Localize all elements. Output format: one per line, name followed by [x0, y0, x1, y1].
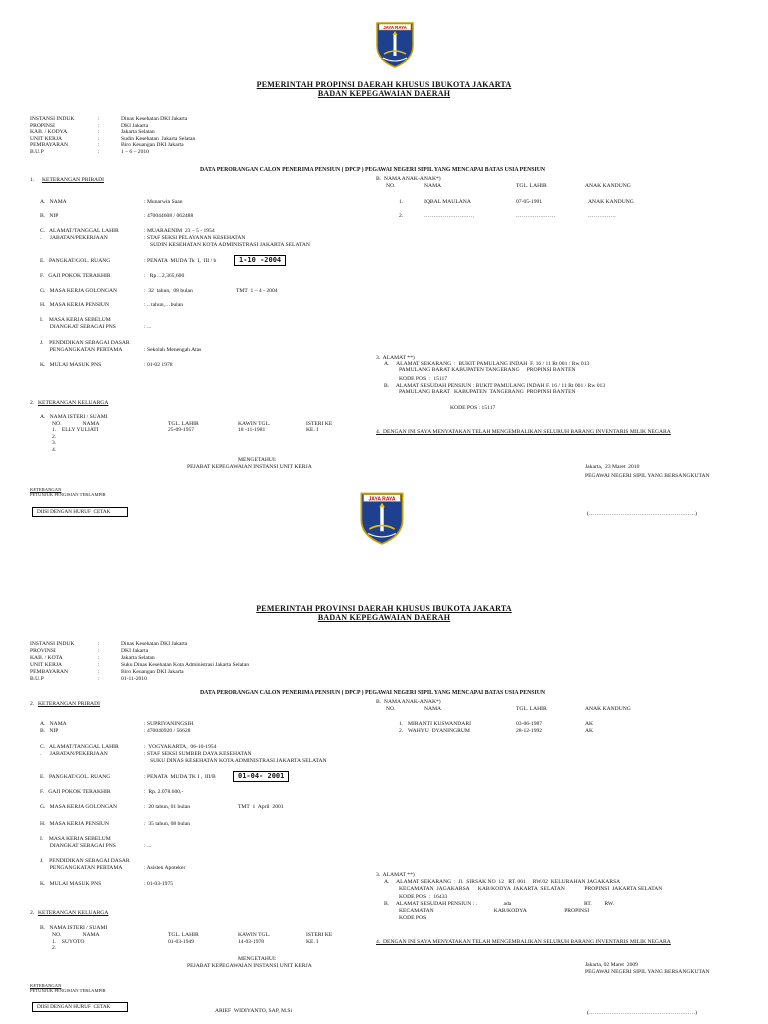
spouse-order: KE. I	[306, 938, 319, 945]
spouse-col-order: ISTERI KE	[306, 932, 333, 938]
info-colon: :	[98, 676, 100, 682]
address-after: KODE POS : 15117	[450, 405, 496, 411]
spouse-col-order: ISTERI KE	[306, 420, 333, 427]
info-value: DKI Jakarta	[121, 648, 149, 654]
instructions-note: PETUNJUK PENGISIAN TERLAMPIR	[30, 988, 106, 993]
rank-date-stamp: 01-04- 2001	[233, 771, 289, 782]
print-letters-box: DIISI DENGAN HURUF CETAK	[32, 1002, 128, 1012]
field-value: : 01-03-1975	[144, 881, 174, 887]
child-no: 2.	[399, 728, 404, 734]
section-number: 1.	[30, 177, 35, 183]
spouse-birth: 01-03-1949	[168, 938, 195, 945]
children-col-no: NO.	[386, 706, 396, 712]
spouse-name: 1. ELLY YULIATI	[52, 427, 99, 433]
info-colon: :	[98, 662, 100, 668]
field-label: H. MASA KERJA PENSIUN	[40, 302, 110, 308]
acknowledged-label: MENGETAHUI:	[238, 457, 277, 463]
info-colon: :	[98, 142, 100, 148]
field-label: B. NIP	[40, 213, 59, 219]
field-label: F. GAJI POKOK TERAKHIR	[40, 273, 111, 279]
field-value: : YOGYAKARTA, 06-10-1954	[144, 744, 217, 750]
child-birth: 28-12-1992	[516, 728, 543, 734]
spouse-col-birth: TGL. LAHIR	[168, 932, 199, 938]
address-after: B. ALAMAT SESUDAH PENSIUN : . ada RT. RW.	[384, 901, 614, 907]
field-label: A. NAMA	[40, 199, 67, 205]
field-label: I. MASA KERJA SEBELUM	[40, 317, 111, 323]
spouse-col-birth: TGL. LAHIR	[168, 420, 199, 427]
doc1-title-1: PEMERINTAH PROPINSI DAERAH KHUSUS IBUKOTA JAKARTA	[256, 80, 512, 89]
spouse-married: 18 -11-1981	[238, 427, 266, 433]
spouse-married: 14-03-1978	[238, 938, 265, 945]
signature-line: (…………………………………………………)	[587, 511, 698, 517]
official-title: PEJABAT KEPEGAWAIAN INSTANSI UNIT KERJA	[187, 963, 312, 969]
address-current: A. ALAMAT SEKARANG : BUKIT PAMULANG INDAH F. 16 / 11 Rt 001 / Rw 013	[384, 361, 590, 367]
info-value: Jakarta Selatan	[121, 129, 155, 135]
info-value: Suku Dinas Kesehatan Kota Administrasi Jakarta Selatan	[121, 662, 250, 668]
info-colon: :	[98, 135, 100, 142]
note-label: KETERANGAN	[30, 983, 62, 988]
child-birth: …………………	[516, 213, 556, 219]
section-family-title: KETERANGAN KELUARGA	[38, 400, 109, 406]
children-col-name: NAMA	[424, 706, 442, 712]
info-label: INSTANSI INDUK	[30, 116, 75, 122]
info-colon: :	[98, 116, 100, 122]
children-heading: B. NAMA ANAK-ANAK*)	[376, 699, 441, 705]
info-value: Biro Keuangan DKI Jakarta	[121, 142, 184, 148]
instructions-note: PETUNJUK PENGISIAN TERLAMPIR	[30, 491, 106, 497]
field-value: : ...	[144, 323, 152, 330]
doc2-heading: DATA PERORANGAN CALON PENERIMA PENSIUN ( DPCP ) PEGAWAI NEGERI SIPIL YANG MENCAPAI BATAS USIA PENSIUN	[200, 690, 546, 696]
field-value: SUDIN KESEHATAN KOTA ADMINISTRASI JAKARTA SELATAN	[150, 241, 310, 248]
sign-date: Jakarta, 23 Maret 2010	[585, 464, 640, 470]
spouse-col-married: KAWIN TGL.	[238, 420, 271, 427]
child-no: 2.	[399, 213, 404, 219]
section-number: 2.	[30, 701, 35, 707]
child-name: IQBAL MAULANA	[424, 199, 471, 205]
spouse-row-empty: 2.	[52, 433, 57, 440]
field-value: : 470044608 / 062488	[144, 213, 194, 219]
child-no: 1.	[399, 721, 404, 727]
children-col-name: NAMA	[424, 183, 442, 189]
section-number: 2.	[30, 910, 35, 916]
info-value: Jakarta Selatan	[121, 655, 155, 661]
field-label: G. MASA KERJA GOLONGAN	[40, 804, 118, 810]
spouse-row-empty: 3.	[52, 440, 57, 446]
child-kandung: AK	[585, 728, 594, 734]
field-label: PENGANGKATAN PERTAMA	[40, 864, 123, 871]
address-heading: 3. ALAMAT **)	[376, 872, 415, 878]
children-col-no: NO.	[386, 183, 396, 189]
doc1-heading: DATA PERORANGAN CALON PENERIMA PENSIUN ( DPCP ) PEGAWAI NEGERI SIPIL YANG MENCAPAI BATAS USIA PENSIUN	[200, 167, 546, 173]
child-name: MIRANTI KUSWANDARI	[408, 721, 471, 727]
info-label: B.U.P	[30, 676, 44, 682]
field-value: : Sekolah Menengah Atas	[144, 346, 202, 353]
jakarta-emblem-logo	[359, 490, 405, 545]
spouse-row-empty: 2.	[52, 945, 57, 951]
address-after: PAMULANG BARAT KABUPATEN TANGERANG PROPINSI BANTEN	[399, 389, 576, 395]
sign-date: Jakarta, 02 Maret 2009	[585, 962, 638, 968]
spouse-birth: 25-09-1957	[168, 427, 195, 433]
acknowledged-label: MENGETAHUI:	[238, 956, 277, 962]
svg-text:JAYA RAYA: JAYA RAYA	[383, 25, 407, 30]
children-col-kandung: ANAK KANDUNG	[585, 183, 631, 189]
field-label: K. MULAI MASUK PNS	[40, 362, 102, 368]
address-current: PAMULANG BARAT KABUPATEN TANGERANG PROPINSI BANTEN	[399, 367, 576, 373]
info-value: Dinas Kesehatan DKI Jakarta	[121, 641, 188, 647]
field-value: : Munarwin Saan	[144, 199, 183, 205]
field-value: : PENATA MUDA Tk I, III / b	[144, 258, 217, 264]
field-value: : Rp…2,365,600	[144, 273, 185, 279]
child-birth: 03-06-1987	[516, 721, 543, 727]
field-value: : .. tahun,…bulan	[144, 302, 183, 308]
address-current: KECAMATAN JAGAKARSA KAB/KODYA JAKARTA SELATAN PROPINSI JAKARTA SELATAN	[399, 886, 663, 892]
field-value-tmt: TMT 1 April 2001	[238, 804, 284, 810]
info-colon: :	[98, 655, 100, 661]
official-title: PEJABAT KEPEGAWAIAN INSTANSI UNIT KERJA	[187, 464, 312, 470]
info-colon: :	[98, 669, 100, 675]
child-kandung: AK	[585, 721, 594, 727]
address-after: B. ALAMAT SESUDAH PENSIUN : BUKIT PAMULANG INDAH F. 16 / 11 Rt 001 / Rw 013	[384, 383, 606, 389]
field-label: K. MULAI MASUK PNS	[40, 881, 102, 887]
section-personal-title: KETERANGAN PRIBADI	[38, 701, 100, 707]
info-value: Sudin Kesehatan Jakarta Selatan	[121, 135, 196, 142]
field-label: F. GAJI POKOK TERAKHIR	[40, 789, 111, 795]
info-label: KAB. / KODYA	[30, 129, 68, 135]
field-label: C. ALAMAT/TANGGAL LAHIR	[40, 744, 119, 750]
child-name: ………………………	[424, 213, 475, 219]
address-after: KODE POS	[399, 915, 427, 921]
child-kandung: ANAK KANDUNG	[588, 199, 634, 205]
declaration: 4. DENGAN INI SAYA MENYATAKAN TELAH MENGEMBALIKAN SELURUH BARANG INVENTARIS MILIK NEGARA	[376, 429, 671, 435]
section-personal-title: KETERANGAN PRIBADI	[42, 177, 104, 183]
info-label: UNIT KERJA	[30, 135, 63, 142]
field-label: J. PENDIDIKAN SEBAGAI DASAR	[40, 340, 130, 346]
field-value: : MUARAENIM 23 – 5 - 1954	[144, 228, 215, 234]
children-col-birth: TGL. LAHIR	[516, 183, 547, 189]
child-birth: 07-05-1991	[516, 199, 543, 205]
svg-text:JAYA RAYA: JAYA RAYA	[368, 496, 396, 503]
info-colon: :	[98, 648, 100, 654]
address-current: KODE POS : 16433	[399, 894, 448, 900]
field-label: PENGANGKATAN PERTAMA	[40, 346, 123, 353]
employee-title: PEGAWAI NEGERI SIPIL YANG BERSANGKUTAN	[585, 473, 710, 479]
rank-date-stamp: 1-10 -2004	[234, 255, 286, 266]
info-label: PROVINSI	[30, 648, 56, 654]
child-no: 1.	[399, 199, 404, 205]
spouse-heading: B. NAMA ISTERI / SUAMI	[40, 925, 108, 931]
field-value: : PENATA MUDA TK I , III/B	[144, 774, 216, 780]
field-label: I. MASA KERJA SEBELUM	[40, 836, 111, 842]
field-label: E. PANGKAT/GOL. RUANG	[40, 774, 111, 780]
address-current: KODE POS : 15117	[399, 376, 448, 382]
signature-line: (…………………………………………………)	[587, 1010, 698, 1016]
info-value: Dinas Kesehatan DKI Jakarta	[121, 116, 188, 122]
field-label: E. PANGKAT/GOL. RUANG	[40, 258, 111, 264]
spouse-col-name: NO. NAMA	[52, 420, 100, 427]
info-colon: :	[98, 641, 100, 647]
field-value: : STAF SEKSI PELAYANAN KESEHATAN	[144, 235, 246, 241]
field-value: : 32 tahun, 08 bulan	[144, 288, 193, 294]
employee-title: PEGAWAI NEGERI SIPIL YANG BERSANGKUTAN	[585, 969, 710, 975]
field-label: B. NIP	[40, 728, 59, 734]
doc2-title-1: PEMERINTAH PROVINSI DAERAH KHUSUS IBUKOTA JAKARTA	[256, 604, 512, 613]
section-family-title: KETERANGAN KELUARGA	[38, 910, 109, 916]
info-label: PROPINSI	[30, 122, 55, 129]
field-label: J. PENDIDIKAN SEBAGAI DASAR	[40, 858, 130, 864]
info-colon: :	[98, 122, 100, 129]
officer-name: ARIEF WIDIYANTO, SAP, M.Si	[215, 1008, 293, 1014]
info-label: KAB. / KOTA	[30, 655, 63, 661]
field-label: C. ALAMAT/TANGGAL LAHIR	[40, 228, 119, 234]
address-current: A. ALAMAT SEKARANG : Jl. SIRSAK NO 12 RT. 001 RW.02 KELURAHAN JAGAKARSA	[384, 879, 621, 885]
field-label: . JABATAN/PEKERJAAN	[40, 751, 108, 757]
jakarta-emblem-logo	[375, 20, 415, 68]
children-heading: B. NAMA ANAK-ANAK*)	[376, 176, 441, 182]
spouse-name: 1. SUYOTO	[52, 938, 85, 945]
field-value: : Rp. 2.078.600,-	[144, 789, 184, 795]
info-label: PEMBAYARAN	[30, 142, 69, 148]
info-colon: :	[98, 129, 100, 135]
declaration: 4. DENGAN INI SAYA MENYATAKAN TELAH MENGEMBALIKAN SELURUH BARANG INVENTARIS MILIK NEGARA	[376, 939, 671, 945]
field-value-tmt: TMT 1 – 4 - 2004	[236, 288, 278, 294]
field-value: : ...	[144, 842, 152, 849]
field-value: : 01-02 1978	[144, 362, 173, 368]
info-label: B.U.P	[30, 148, 44, 155]
info-value: DKI Jakarta	[121, 122, 149, 129]
print-letters-box: DIISI DENGAN HURUF CETAK	[32, 507, 128, 517]
field-value: : 20 tahun, 01 bulan	[144, 804, 190, 810]
address-heading: 3. ALAMAT **)	[376, 355, 415, 361]
spouse-order: KE. I	[306, 427, 319, 433]
doc2-title-2: BADAN KEPEGAWAIAN DAERAH	[317, 613, 451, 622]
info-value: Biro Keuangan DKI Jakarta	[121, 669, 184, 675]
field-label: . JABATAN/PEKERJAAN	[40, 235, 108, 241]
address-after: KECAMATAN KAB/KODYA PROPINSI	[399, 908, 590, 914]
info-label: PEMBAYARAN	[30, 669, 69, 675]
field-label: DIANGKAT SEBAGAI PNS	[40, 842, 116, 849]
doc1-title-2: BADAN KEPEGAWAIAN DAERAH	[317, 89, 451, 98]
spouse-col-married: KAWIN TGL.	[238, 932, 271, 938]
spouse-heading: A. NAMA ISTERI / SUAMI	[40, 414, 108, 420]
field-value: : 470040920 / 56628	[144, 728, 191, 734]
info-value: 01-11-2010	[121, 676, 147, 682]
field-value: : SUPRIYANINGSIH	[144, 721, 194, 727]
info-value: 1 – 6 – 2010	[121, 148, 149, 155]
field-label: H. MASA KERJA PENSIUN	[40, 821, 110, 827]
spouse-col-name: NO. NAMA	[52, 932, 100, 938]
field-value: : Asisten Apoteker	[144, 864, 186, 871]
field-label: DIANGKAT SEBAGAI PNS	[40, 323, 116, 330]
child-kandung: ……………	[588, 213, 616, 219]
info-colon: :	[98, 148, 100, 155]
section-number: 2.	[30, 400, 35, 406]
spouse-row-empty: 4.	[52, 446, 57, 453]
field-value: : 35 tahun, 08 bulan	[144, 821, 190, 827]
field-value: SUKU DINAS KESEHATAN KOTA ADMINISTRASI JAKARTA SELATAN	[150, 758, 327, 764]
info-label: UNIT KERJA	[30, 662, 63, 668]
note-label: KETERANGAN	[30, 487, 62, 492]
children-col-birth: TGL. LAHIR	[516, 706, 547, 712]
field-value: : STAF SEKSI SUMBER DAYA KESEHATAN	[144, 751, 252, 757]
child-name: WAHYU DYANINGRUM	[408, 728, 470, 734]
children-col-kandung: ANAK KANDUNG	[585, 706, 631, 712]
field-label: A. NAMA	[40, 721, 67, 727]
info-label: INSTANSI INDUK	[30, 641, 75, 647]
field-label: G. MASA KERJA GOLONGAN	[40, 288, 118, 294]
